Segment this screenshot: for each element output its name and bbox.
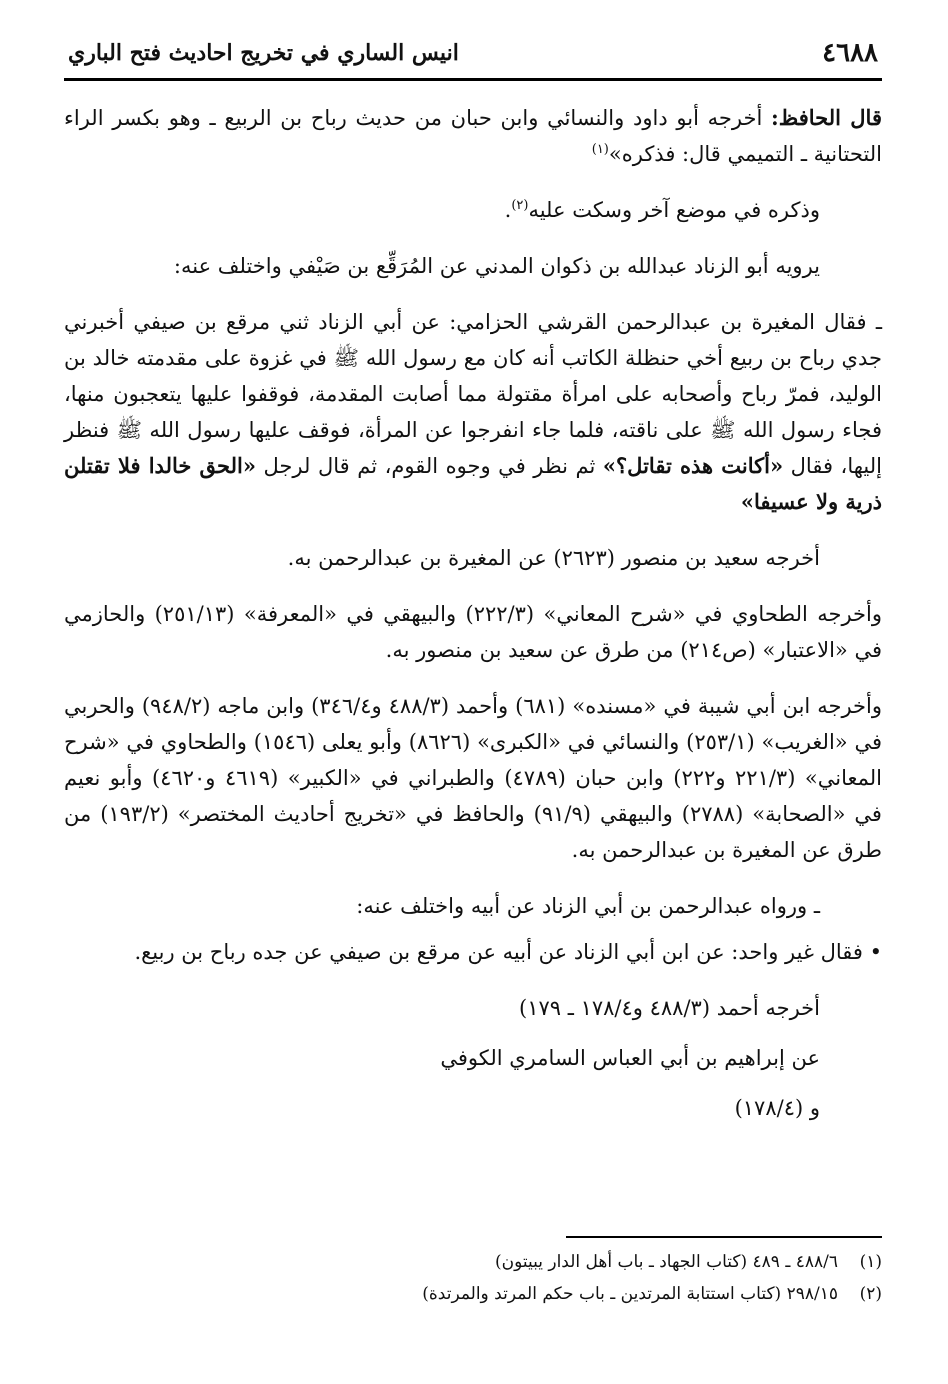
paragraph-4-text: ـ فقال المغيرة بن عبدالرحمن القرشي الحزامي: عن أبي الزناد ثني مرقع بن صيفي أخبرني جدي رباح بن ربيع أخي حنظلة الكاتب أنه كان مع رسول الله ﷺ في غزوة على مقدمته خالد بن الوليد، فمرّ رباح وأصحابه على امرأة مقتولة مما أصابت المقدمة، فوقفوا عليها يتعجبون منها، فجاء رسول الله ﷺ على ناقته، فلما جاء انفرجوا عن المرأة، فوقف عليها رسول الله ﷺ فنظر إليها، فقال	[64, 310, 882, 478]
paragraph-5: أخرجه سعيد بن منصور (٢٦٢٣) عن المغيرة بن عبدالرحمن به.	[287, 546, 820, 570]
hadith-quote-2: «الحق خالدا فلا تقتلن ذرية ولا عسيفا»	[64, 453, 882, 514]
paragraph-1-lead: قال الحافظ:	[771, 105, 882, 130]
paragraph-1-text: أخرجه أبو داود والنسائي وابن حبان من حديث رباح بن الربيع ـ وهو بكسر الراء التحتانية ـ التميمي قال: فذكره»	[64, 106, 882, 166]
footnote-divider	[566, 1236, 882, 1238]
footnote-1	[64, 1246, 882, 1278]
paragraph-10: أخرجه أحمد (٤٨٨/٣ و١٧٨/٤ ـ ١٧٩)	[519, 996, 820, 1020]
footnote-text: ٤٨٨/٦ ـ ٤٨٩ (كتاب الجهاد ـ باب أهل الدار يبيتون)	[494, 1252, 838, 1272]
paragraph-3: يرويه أبو الزناد عبدالله بن ذكوان المدني عن المُرَقِّع بن صَيْفي واختلف عنه:	[173, 254, 820, 278]
footnote-ref-2[interactable]: (٢)	[511, 198, 529, 213]
paragraph-9: • فقال غير واحد: عن ابن أبي الزناد عن أبيه عن مرقع بن صيفي عن جده رباح بن ربيع.	[134, 940, 882, 964]
running-title: انيس الساري في تخريج احاديث فتح الباري	[68, 40, 459, 66]
paragraph-4-mid: ثم نظر في وجوه القوم، ثم قال لرجل	[255, 454, 603, 478]
paragraph-4	[64, 304, 882, 520]
paragraph-7: وأخرجه ابن أبي شيبة في «مسنده» (٦٨١) وأحمد (٤٨٨/٣ و٣٤٦/٤) وابن ماجه (٩٤٨/٢) والحربي في «الغريب» (٢٥٣/١) والنسائي في «الكبرى» (٨٦٢٦) وأبو يعلى (١٥٤٦) والطحاوي في «شرح المعاني» (٢٢١/٣ و٢٢٢) وابن حبان (٤٧٨٩) والطبراني في «الكبير» (٤٦١٩ و٤٦٢٠) وأبو نعيم في «الصحابة» (٢٧٨٨) والبيهقي (٩١/٩) والحافظ في «تخريج أحاديث المختصر» (١٩٣/٢) من طرق عن المغيرة بن عبدالرحمن به.	[64, 694, 883, 862]
paragraph-1	[64, 100, 882, 172]
page-header	[64, 34, 882, 81]
footnote-2	[64, 1278, 882, 1310]
main-text	[64, 100, 882, 1140]
paragraph-12: و (١٧٨/٤)	[734, 1096, 820, 1120]
paragraph-11: عن إبراهيم بن أبي العباس السامري الكوفي	[440, 1046, 820, 1070]
footnote-ref-1[interactable]: (١)	[591, 142, 609, 157]
page-number: ٤٦٨٨	[822, 38, 878, 68]
paragraph-2-end: .	[504, 198, 512, 222]
paragraph-6: وأخرجه الطحاوي في «شرح المعاني» (٢٢٢/٣) والبيهقي في «المعرفة» (٢٥١/١٣) والحازمي في «الاعتبار» (ص٢١٤) من طرق عن سعيد بن منصور به.	[64, 602, 882, 662]
paragraph-8: ـ ورواه عبدالرحمن بن أبي الزناد عن أبيه واختلف عنه:	[356, 894, 820, 918]
paragraph-2	[64, 192, 882, 228]
paragraph-2-text: وذكره في موضع آخر وسكت عليه	[528, 198, 820, 222]
footnote-text: ٢٩٨/١٥ (كتاب استتابة المرتدين ـ باب حكم المرتد والمرتدة)	[422, 1284, 838, 1304]
hadith-quote-1: «أكانت هذه تقاتل؟»	[602, 453, 784, 478]
footnote-number: (١)	[859, 1252, 882, 1272]
footnote-number: (٢)	[859, 1284, 882, 1304]
footnotes	[64, 1246, 882, 1310]
